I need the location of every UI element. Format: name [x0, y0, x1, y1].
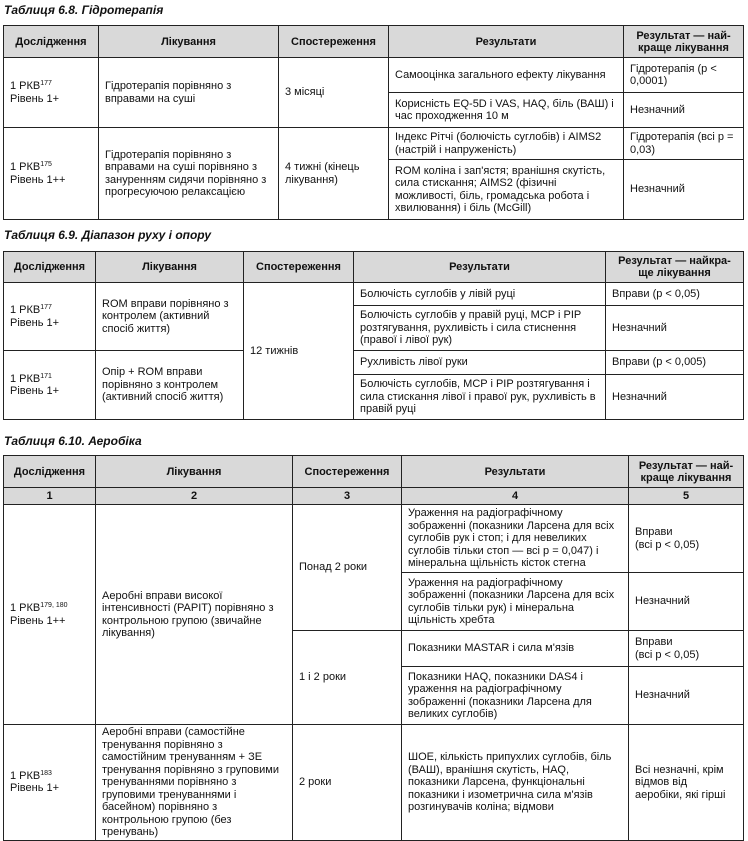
outcome-cell: Незначний [629, 667, 744, 725]
outcome-cell: Незначний [606, 306, 744, 351]
study-cell: 1 РКВ$^{175}$ Рівень 1++ [4, 128, 99, 220]
outcome-cell: Гідротерапія (p < 0,0001) [624, 58, 744, 93]
header-followup: Спостереження [244, 252, 354, 283]
followup-cell: Понад 2 роки [293, 505, 402, 631]
header-best-outcome: Результат — найкра- ще лікування [606, 252, 744, 283]
outcome-cell: Вправи (p < 0,005) [606, 351, 744, 375]
result-cell: ШОЕ, кількість припухлих суглобів, біль (ВАШ), вранішня скутість, HAQ, показники Ларсена, функціональні показники і изометрична сила м'язів розгинувачів коліна; відмови [402, 725, 629, 841]
header-study: Дослідження [4, 456, 96, 488]
treatment-cell: Аеробні вправи (самостійне тренування порівняно з самостійним тренуванням + ЗЕ тренування порівняно з груповими тренуваннями порівняно з груповими тренуваннями і басейном) порівняно з контрольною групою (без тренувань) [96, 725, 293, 841]
study-cell: 1 РКВ$^{177}$ Рівень 1+ [4, 58, 99, 128]
study-cell: 1 РКВ$^{183}$ Рівень 1+ [4, 725, 96, 841]
followup-cell: 4 тижні (кінець лікування) [279, 128, 389, 220]
study-cell: 1 РКВ$^{179, 180}$ Рівень 1++ [4, 505, 96, 725]
followup-cell: 2 роки [293, 725, 402, 841]
table-row [4, 351, 744, 375]
treatment-cell: Гідротерапія порівняно з вправами на суші [99, 58, 279, 128]
column-number-row [4, 488, 744, 505]
result-cell: ROM коліна і зап'ястя; вранішня скутість, сила стискання; AIMS2 (фізичні можливості, біль, громадська робота і хвилювання) і біль (McGill) [389, 160, 624, 220]
table-row [4, 505, 744, 573]
column-number: 3 [293, 488, 402, 505]
outcome-cell: Вправи (всі p < 0,05) [629, 505, 744, 573]
table-hydrotherapy [3, 25, 744, 220]
followup-cell: 3 місяці [279, 58, 389, 128]
result-cell: Ураження на радіографічному зображенні (показники Ларсена для всіх суглобів рук і стоп; і для невеликих суглобів тільки стоп — всі p = 0,047) і мінеральна щільність кісток стегна [402, 505, 629, 573]
header-results: Результати [402, 456, 629, 488]
header-best-outcome: Результат — най- краще лікування [624, 26, 744, 58]
outcome-cell: Вправи (всі p < 0,05) [629, 631, 744, 667]
table-6-8-caption: Таблиця 6.8. Гідротерапія [4, 3, 164, 17]
result-cell: Болючість суглобів у лівій руці [354, 283, 606, 306]
header-results: Результати [389, 26, 624, 58]
outcome-cell: Вправи (p < 0,05) [606, 283, 744, 306]
table-row [4, 725, 744, 841]
result-cell: Ураження на радіографічному зображенні (показники Ларсена для всіх суглобів тільки рук) і мінеральна щільність хребта [402, 573, 629, 631]
result-cell: Болючість суглобів, MCP і PIP розтягування і сила стискання лівої і правої рук, рухливість в правій руці [354, 375, 606, 420]
table-range-of-motion [3, 251, 744, 420]
outcome-cell: Незначний [606, 375, 744, 420]
column-number: 2 [96, 488, 293, 505]
result-cell: Показники HAQ, показники DAS4 і ураження на радіографічному зображенні (показники Ларсена для великих суглобів) [402, 667, 629, 725]
study-cell: 1 РКВ$^{171}$ Рівень 1+ [4, 351, 96, 420]
outcome-cell: Незначний [624, 93, 744, 128]
header-followup: Спостереження [279, 26, 389, 58]
header-followup: Спостереження [293, 456, 402, 488]
followup-cell: 1 і 2 роки [293, 631, 402, 725]
treatment-cell: ROM вправи порівняно з контролем (активний спосіб життя) [96, 283, 244, 351]
treatment-cell: Аеробні вправи високої інтенсивності (PAPIT) порівняно з контрольною групою (звичайне лікування) [96, 505, 293, 725]
header-treatment: Лікування [99, 26, 279, 58]
column-number: 1 [4, 488, 96, 505]
column-number: 4 [402, 488, 629, 505]
result-cell: Корисність EQ-5D і VAS, HAQ, біль (ВАШ) і час проходження 10 м [389, 93, 624, 128]
outcome-cell: Незначний [624, 160, 744, 220]
header-treatment: Лікування [96, 252, 244, 283]
table-6-9-caption: Таблиця 6.9. Діапазон руху і опору [4, 228, 211, 242]
header-study: Дослідження [4, 26, 99, 58]
table-row [4, 128, 744, 160]
result-cell: Болючість суглобів у правій руці, MCP і PIP розтягування, рухливість і сила стиснення (правої і лівої рук) [354, 306, 606, 351]
header-best-outcome: Результат — най- краще лікування [629, 456, 744, 488]
table-aerobics [3, 455, 744, 841]
header-study: Дослідження [4, 252, 96, 283]
treatment-cell: Опір + ROM вправи порівняно з контролем (активний спосіб життя) [96, 351, 244, 420]
outcome-cell: Гідротерапія (всі p = 0,03) [624, 128, 744, 160]
table-6-10-caption: Таблиця 6.10. Аеробіка [4, 434, 142, 448]
header-results: Результати [354, 252, 606, 283]
outcome-cell: Всі незначні, крім відмов від аеробіки, які гірші [629, 725, 744, 841]
result-cell: Самооцінка загального ефекту лікування [389, 58, 624, 93]
followup-cell: 12 тижнів [244, 283, 354, 420]
column-number: 5 [629, 488, 744, 505]
table-row [4, 283, 744, 306]
header-treatment: Лікування [96, 456, 293, 488]
result-cell: Рухливість лівої руки [354, 351, 606, 375]
result-cell: Показники MASTAR і сила м'язів [402, 631, 629, 667]
table-row [4, 58, 744, 93]
study-cell: 1 РКВ$^{177}$ Рівень 1+ [4, 283, 96, 351]
treatment-cell: Гідротерапія порівняно з вправами на суші порівняно з зануренням сидячи порівняно з прогресуючою релаксацією [99, 128, 279, 220]
outcome-cell: Незначний [629, 573, 744, 631]
result-cell: Індекс Рітчі (болючість суглобів) і AIMS2 (настрій і напруженість) [389, 128, 624, 160]
